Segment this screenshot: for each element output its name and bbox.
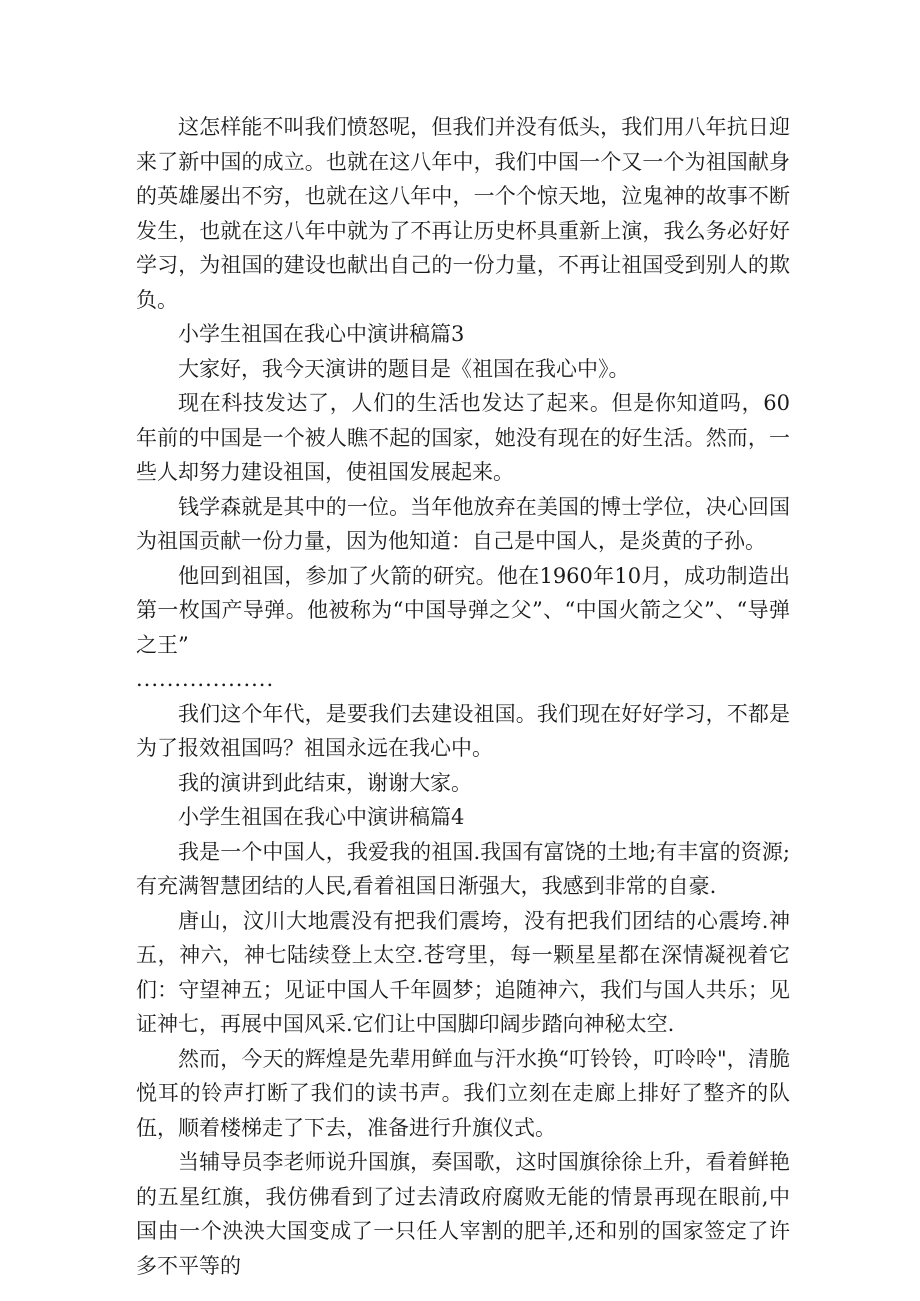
section-heading-3: 小学生祖国在我心中演讲稿篇3: [178, 322, 465, 346]
paragraph-technology: 现在科技发达了，人们的生活也发达了起来。但是你知道吗，60年前的中国是一个被人瞧不起的国家，她没有现在的好生活。然而，一些人却努力建设祖国，使祖国发展起来。: [136, 391, 790, 484]
paragraph-bell: 然而，今天的辉煌是先辈用鲜血与汗水换“叮铃铃，叮呤呤"，清脆悦耳的铃声打断了我们的读书声。我们立刻在走廊上排好了整齐的队伍，顺着楼梯走了下去，准备进行升旗仪式。: [136, 1046, 790, 1140]
paragraph-rocket-research: 他回到祖国，参加了火箭的研究。他在1960年10月，成功制造出第一枚国产导弹。他被称为“中国导弹之父”、“中国火箭之父”、“导弹之王”: [136, 563, 790, 657]
document-body: [136, 110, 790, 1283]
paragraph-greeting: 大家好，我今天演讲的题目是《祖国在我心中》。: [178, 356, 630, 381]
paragraph-flag-raising: 当辅导员李老师说升国旗，奏国歌，这时国旗徐徐上升，看着鲜艳的五星红旗，我仿佛看到了过去清政府腐败无能的情景再现在眼前,中国由一个泱泱大国变成了一只任人宰割的肥羊,还和别的国家签定了许多不平等的: [136, 1150, 790, 1278]
section-heading-4: 小学生祖国在我心中演讲稿篇4: [178, 805, 465, 829]
paragraph-earthquake-space: 唐山，汶川大地震没有把我们震垮，没有把我们团结的心震垮.神五，神六，神七陆续登上太空.苍穹里，每一颗星星都在深情凝视着它们：守望神五；见证中国人千年圆梦；追随神六，我们与国人共乐；见证神七，再展中国风采.它们让中国脚印阔步踏向神秘太空.: [136, 908, 790, 1036]
ellipsis-line: ..................: [136, 667, 275, 691]
paragraph-chinese-pride: 我是一个中国人，我爱我的祖国.我国有富饶的土地;有丰富的资源;有充满智慧团结的人民,看着祖国日渐强大，我感到非常的自豪.: [136, 839, 790, 898]
paragraph-qian-xuesen: 钱学森就是其中的一位。当年他放弃在美国的博士学位，决心回国为祖国贡献一份力量，因为他知道：自己是中国人，是炎黄的子孙。: [136, 494, 790, 553]
paragraph-closing: 我的演讲到此结束，谢谢大家。: [178, 770, 472, 795]
paragraph-1: 这怎样能不叫我们愤怒呢，但我们并没有低头，我们用八年抗日迎来了新中国的成立。也就在这八年中，我们中国一个又一个为祖国献身的英雄屡出不穷，也就在这八年中，一个个惊天地，泣鬼神的故事不断发生，也就在这八年中就为了不再让历史杯具重新上演，我么务必好好学习，为祖国的建设也献出自己的一份力量，不再让祖国受到别人的欺负。: [136, 115, 790, 312]
paragraph-build-country: 我们这个年代，是要我们去建设祖国。我们现在好好学习，不都是为了报效祖国吗？祖国永远在我心中。: [136, 701, 790, 760]
